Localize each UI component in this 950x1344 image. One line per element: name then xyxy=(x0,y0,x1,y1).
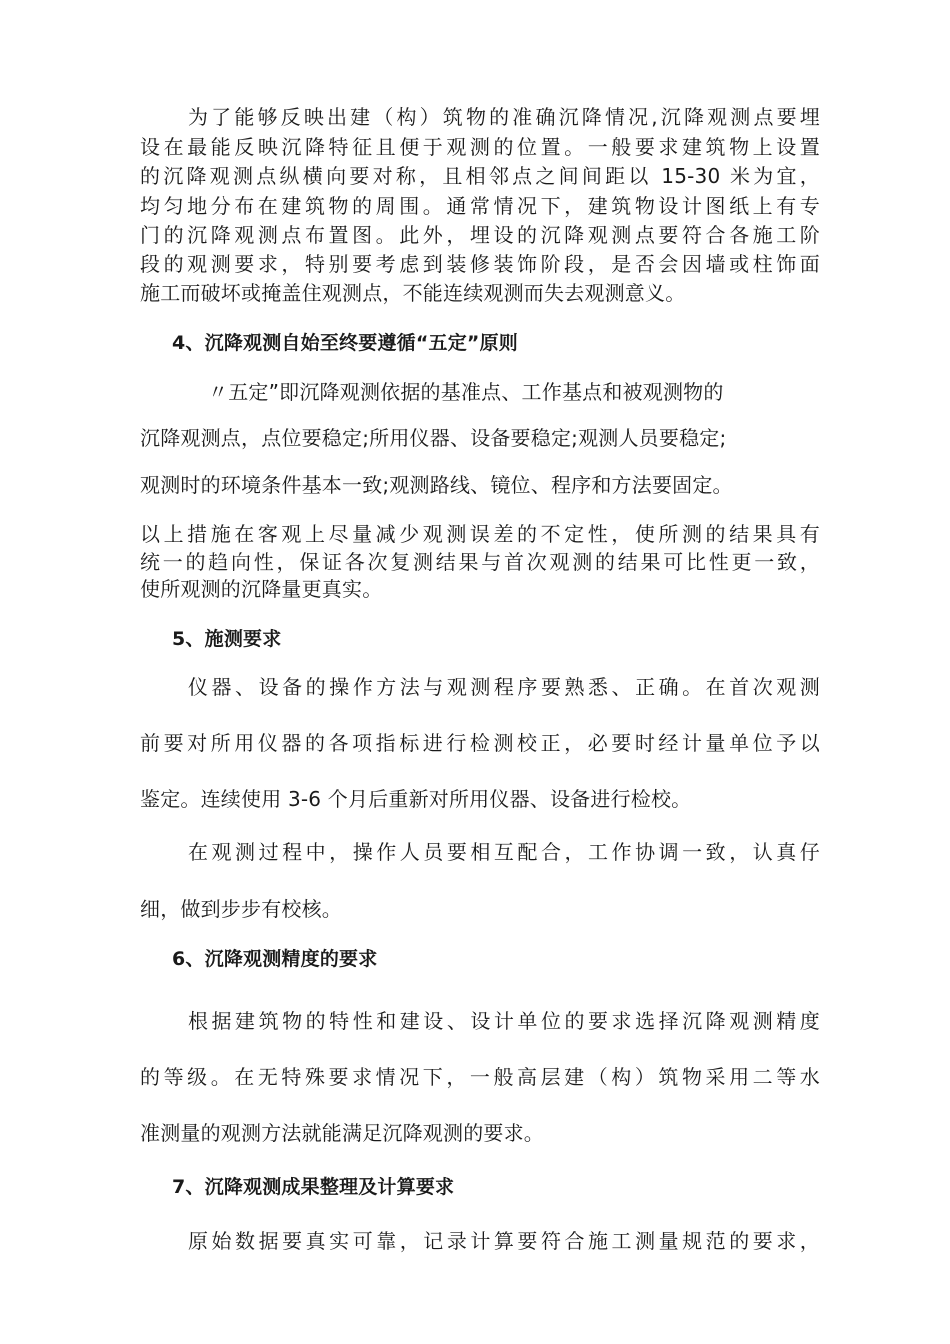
section-heading-5: 5、施测要求 xyxy=(172,628,282,650)
paragraph-4-line-3: 鉴定。连续使用 3-6 个月后重新对所用仪器、设备进行检校。 xyxy=(140,787,692,811)
section-heading-7: 7、沉降观测成果整理及计算要求 xyxy=(172,1176,455,1198)
paragraph-1-line-4: 均匀地分布在建筑物的周围。通常情况下，建筑物设计图纸上有专 xyxy=(140,194,820,218)
paragraph-1-line-3: 的沉降观测点纵横向要对称，且相邻点之间间距以 15-30 米为宜， xyxy=(140,164,820,188)
paragraph-5-line-2: 细，做到步步有校核。 xyxy=(140,897,342,921)
paragraph-5-line-1: 在观测过程中，操作人员要相互配合，工作协调一致，认真仔 xyxy=(188,840,820,864)
paragraph-1-line-6: 段的观测要求，特别要考虑到装修装饰阶段，是否会因墙或柱饰面 xyxy=(140,252,820,276)
section-heading-6: 6、沉降观测精度的要求 xyxy=(172,948,378,970)
paragraph-3-line-3: 使所观测的沉降量更真实。 xyxy=(140,577,383,601)
paragraph-2-line-3: 观测时的环境条件基本一致;观测路线、镜位、程序和方法要固定。 xyxy=(140,473,733,497)
paragraph-1-line-5: 门的沉降观测点布置图。此外，埋设的沉降观测点要符合各施工阶 xyxy=(140,223,820,247)
section-heading-4: 4、沉降观测自始至终要遵循“五定”原则 xyxy=(172,332,518,354)
paragraph-6-line-2: 的等级。在无特殊要求情况下，一般高层建（构）筑物采用二等水 xyxy=(140,1065,820,1089)
paragraph-1-line-2: 设在最能反映沉降特征且便于观测的位置。一般要求建筑物上设置 xyxy=(140,135,820,159)
paragraph-3-line-2: 统一的趋向性，保证各次复测结果与首次观测的结果可比性更一致， xyxy=(140,550,820,574)
paragraph-1-line-1: 为了能够反映出建（构）筑物的准确沉降情况,沉降观测点要埋 xyxy=(188,105,820,129)
paragraph-6-line-3: 准测量的观测方法就能满足沉降观测的要求。 xyxy=(140,1121,544,1145)
paragraph-7-line-1: 原始数据要真实可靠，记录计算要符合施工测量规范的要求， xyxy=(188,1229,820,1253)
paragraph-6-line-1: 根据建筑物的特性和建设、设计单位的要求选择沉降观测精度 xyxy=(188,1009,820,1033)
paragraph-2-line-1: 〃五定”即沉降观测依据的基准点、工作基点和被观测物的 xyxy=(208,380,724,404)
paragraph-2-line-2: 沉降观测点，点位要稳定;所用仪器、设备要稳定;观测人员要稳定; xyxy=(140,426,727,450)
paragraph-3-line-1: 以上措施在客观上尽量减少观测误差的不定性，使所测的结果具有 xyxy=(140,522,820,546)
paragraph-1-line-7: 施工而破坏或掩盖住观测点，不能连续观测而失去观测意义。 xyxy=(140,281,686,305)
paragraph-4-line-1: 仪器、设备的操作方法与观测程序要熟悉、正确。在首次观测 xyxy=(188,675,820,699)
paragraph-4-line-2: 前要对所用仪器的各项指标进行检测校正，必要时经计量单位予以 xyxy=(140,731,820,755)
